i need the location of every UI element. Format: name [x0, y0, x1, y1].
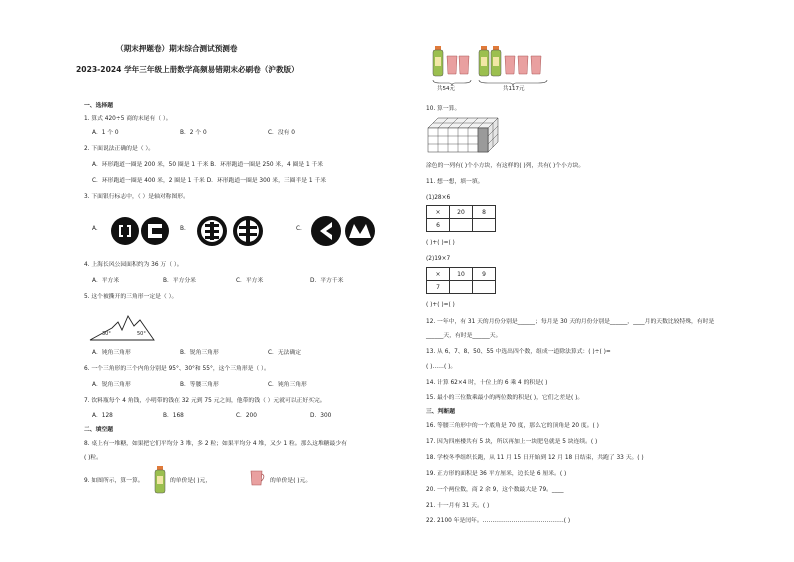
- q11-2-grid: [426, 267, 496, 294]
- q11-1-equation: ( )+( )=( ): [426, 240, 455, 246]
- q3-opt-a: A.: [92, 226, 98, 232]
- q5-angle-left: 30°: [102, 331, 111, 337]
- q11-1-grid: [426, 205, 496, 232]
- q20: 20. 一个两位数，商 2 余 9，这个数最大是 79。____: [426, 487, 564, 493]
- q9-bottle-price: 的单价是( )元，: [170, 478, 212, 484]
- q2: 2. 下面说法正确的是（ ）。: [84, 146, 155, 152]
- q6-opt-a: A．锐角三角形: [92, 382, 131, 388]
- q10: 10. 算一算。: [426, 106, 461, 112]
- q3: 3. 下面银行标志中，（ ）是轴对称图形。: [84, 194, 189, 200]
- q4: 4. 上海长风公园面积约为 36 万（ ）。: [84, 262, 183, 268]
- grid-cell: 8: [473, 206, 496, 219]
- q7: 7. 饮料瓶每个 4 角钱，小明带的钱在 32 元到 75 元之间，他带的钱（ ）元就可以正好买完。: [84, 398, 326, 404]
- thermos-bottle-icon: [154, 466, 166, 494]
- cup-icon: [250, 470, 266, 486]
- set1-price: 共54元: [437, 86, 455, 92]
- q9-lead: 9. 如图所示，算一算。: [84, 478, 144, 484]
- q11: 11. 想一想，填一填。: [426, 179, 484, 185]
- set1-illustration: [432, 46, 472, 80]
- q2-opt-cd: C．环形跑道一圈是 400 米，2 圈是 1 千米 D．环形跑道一圈是 300 米，三圈半是 1 千米: [92, 178, 327, 184]
- q7-opt-c: C．200: [236, 413, 257, 419]
- q1-opt-b: B．2 个 0: [180, 130, 207, 136]
- q3-opt-c: C.: [296, 226, 302, 232]
- section-fill: 二、填空题: [84, 427, 113, 433]
- cube-block-figure: [428, 118, 500, 152]
- grid-cell: ×: [427, 268, 450, 281]
- q4-opt-d: D．平方千米: [310, 278, 344, 284]
- q7-opt-d: D．300: [310, 413, 332, 419]
- q5-opt-c: C．无法确定: [268, 350, 302, 356]
- q8-line2: ( )粒。: [84, 455, 102, 461]
- title-line1: （期末押题卷）期末综合测试预测卷: [116, 44, 238, 53]
- grid-cell[interactable]: [473, 281, 496, 294]
- q5: 5. 这个被撕开的三角形一定是（ ）。: [84, 294, 178, 300]
- grid-cell: 9: [473, 268, 496, 281]
- q1: 1. 算式 420÷5 商的末尾有（ ）。: [84, 116, 172, 122]
- grid-cell[interactable]: [473, 219, 496, 232]
- q17: 17. 因为四座楼共有 5 块，所以再加上一块肥皂就是 5 块连续。( ): [426, 439, 598, 445]
- section-judge: 三、判断题: [426, 409, 455, 415]
- set2-illustration: [478, 46, 550, 80]
- grid-cell[interactable]: [450, 219, 473, 232]
- q5-angle-right: 50°: [137, 331, 146, 337]
- q13-line1: 13. 从 6、7、8、50、55 中选出四个数，组成一道除法算式：( )÷( )=: [426, 349, 611, 355]
- grid-cell: 7: [427, 281, 450, 294]
- q4-opt-a: A．平方米: [92, 278, 120, 284]
- q9-cup-price: 的单价是( )元。: [270, 478, 312, 484]
- bank-logo-c-icon: [310, 214, 380, 248]
- q6: 6. 一个三角形的三个内角分别是 95°、30°和 55°，这个三角形是（ ）。: [84, 366, 270, 372]
- q1-opt-a: A．1 个 0: [92, 130, 119, 136]
- set2-price: 共117元: [503, 86, 525, 92]
- q19: 19. 正方形的面积是 36 平方厘米，边长是 6 厘米。( ): [426, 471, 567, 477]
- q11-1: (1)28×6: [426, 195, 451, 201]
- q14: 14. 计算 62×4 时，十位上的 6 乘 4 的积是( ): [426, 380, 548, 386]
- q16: 16. 等腰三角形中的一个底角是 70 度，那么它的顶角是 20 度。( ): [426, 423, 599, 429]
- grid-cell: 6: [427, 219, 450, 232]
- q21: 21. 十一月有 31 天。( ): [426, 503, 490, 509]
- q12-line1: 12. 一年中，有 31 天的月份分别是______；每月是 30 天的月份分别是______，____月的天数比较特殊，有时是: [426, 319, 715, 325]
- section-choice: 一、选择题: [84, 103, 113, 109]
- bank-logo-b-icon: [196, 214, 274, 248]
- torn-triangle-figure: [88, 308, 158, 344]
- grid-cell: 20: [450, 206, 473, 219]
- q4-opt-b: B．平方分米: [163, 278, 196, 284]
- q13-line2: ( )……( )。: [426, 364, 457, 370]
- q8-line1: 8. 桌上有一堆糖，如果把它们平均分 3 堆，多 2 粒；如果平均分 4 堆，又少 1 粒。那么这堆糖最少有: [84, 441, 347, 447]
- q6-opt-b: B．等腰三角形: [180, 382, 219, 388]
- q3-opt-b: B.: [180, 226, 186, 232]
- q5-opt-b: B．锐角三角形: [180, 350, 219, 356]
- title-line2: 2023-2024 学年三年级上册数学高频易错期末必刷卷（沪教版）: [76, 65, 299, 74]
- q6-opt-c: C．钝角三角形: [268, 382, 307, 388]
- q11-2-equation: ( )+( )=( ): [426, 302, 455, 308]
- bank-logo-a-icon: [110, 214, 170, 248]
- grid-cell: ×: [427, 206, 450, 219]
- q7-opt-b: B．168: [163, 413, 184, 419]
- q15: 15. 最小的三位数乘最小的两位数的积是( )，它们之差是( )。: [426, 395, 584, 401]
- q12-line2: ______天，有时是______天。: [426, 333, 502, 339]
- q1-opt-c: C．没有 0: [268, 130, 295, 136]
- q4-opt-c: C．平方米: [236, 278, 264, 284]
- q22: 22. 2100 年是闰年。……………………………………( ): [426, 518, 571, 524]
- q10-text: 涂色的一列有( )个小方块，有这样的( )列，共有( )个小方块。: [426, 163, 585, 169]
- q11-2: (2)19×7: [426, 256, 451, 262]
- q2-opt-ab: A．环形跑道一圈是 200 米，50 圈是 1 千米 B．环形跑道一圈是 250 米，4 圈是 1 千米: [92, 162, 324, 168]
- grid-cell[interactable]: [450, 281, 473, 294]
- grid-cell: 10: [450, 268, 473, 281]
- q5-opt-a: A．钝角三角形: [92, 350, 131, 356]
- q7-opt-a: A．128: [92, 413, 113, 419]
- q18: 18. 学校冬季组织长跑，从 11 月 15 日开始到 12 月 18 日结束，共跑了 33 天。( ): [426, 455, 644, 461]
